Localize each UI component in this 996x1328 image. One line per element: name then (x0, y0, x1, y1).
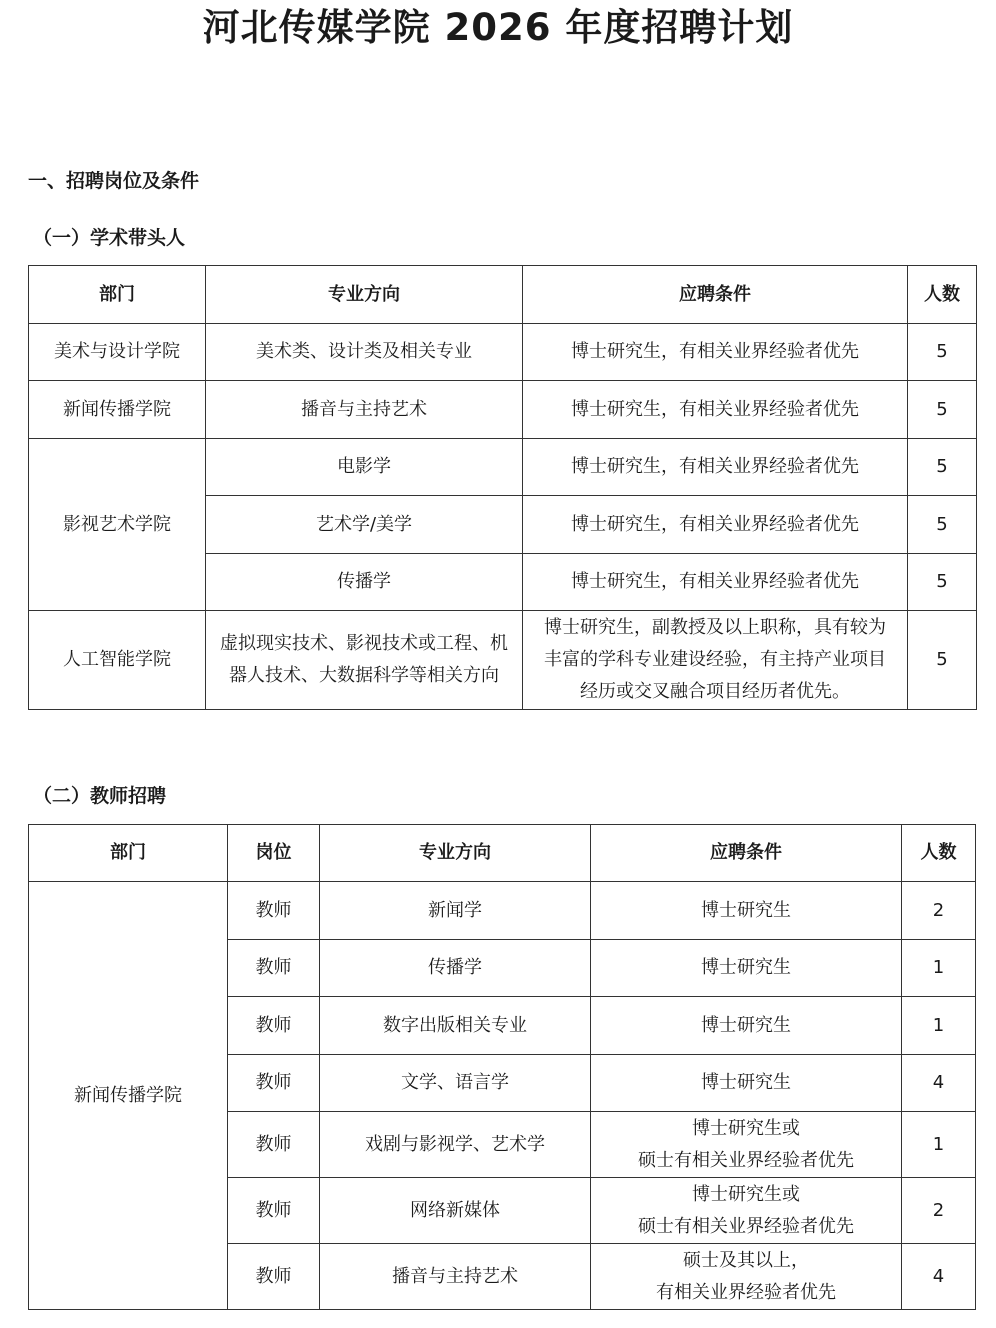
major-line: 器人技术、大数据科学等相关方向 (229, 665, 499, 686)
condition-line: 有相关业界经验者优先 (656, 1281, 836, 1303)
major-cell: 播音与主持艺术 (320, 1244, 591, 1310)
condition-line: 博士研究生，副教授及以上职称，具有较为 (544, 617, 886, 638)
header-major: 专业方向 (320, 825, 591, 882)
post-cell: 教师 (228, 1112, 320, 1178)
major-cell: 数字出版相关专业 (320, 997, 591, 1055)
count-cell: 2 (902, 882, 976, 940)
subsection-heading-leaders: （一）学术带头人 (33, 227, 186, 249)
condition-cell: 博士研究生 (591, 997, 902, 1055)
condition-line: 硕士有相关业界经验者优先 (638, 1149, 854, 1171)
major-cell (206, 611, 523, 710)
major-cell: 电影学 (206, 439, 523, 496)
table-row (29, 324, 977, 381)
table-row (29, 439, 977, 496)
table-header-row (29, 266, 977, 324)
count-cell: 4 (902, 1055, 976, 1112)
condition-cell (591, 1178, 902, 1244)
post-cell: 教师 (228, 940, 320, 997)
major-cell: 传播学 (206, 554, 523, 611)
count-cell: 4 (902, 1244, 976, 1310)
count-cell: 2 (902, 1178, 976, 1244)
condition-cell: 博士研究生 (591, 1055, 902, 1112)
condition-line: 博士研究生或 (692, 1117, 800, 1139)
condition-line: 博士研究生或 (692, 1183, 800, 1205)
condition-line: 丰富的学科专业建设经验，有主持产业项目 (544, 649, 886, 670)
count-cell: 5 (908, 324, 977, 381)
post-cell: 教师 (228, 1244, 320, 1310)
post-cell: 教师 (228, 1178, 320, 1244)
condition-cell: 博士研究生 (591, 882, 902, 940)
count-cell: 5 (908, 611, 977, 710)
condition-cell: 博士研究生，有相关业界经验者优先 (523, 324, 908, 381)
dept-cell: 人工智能学院 (29, 611, 206, 710)
post-cell: 教师 (228, 882, 320, 940)
major-cell: 美术类、设计类及相关专业 (206, 324, 523, 381)
count-cell: 5 (908, 554, 977, 611)
condition-cell: 博士研究生，有相关业界经验者优先 (523, 439, 908, 496)
condition-cell: 博士研究生，有相关业界经验者优先 (523, 554, 908, 611)
count-cell: 5 (908, 439, 977, 496)
table-row (29, 611, 977, 710)
major-cell: 戏剧与影视学、艺术学 (320, 1112, 591, 1178)
major-line: 虚拟现实技术、影视技术或工程、机 (220, 633, 508, 654)
post-cell: 教师 (228, 1055, 320, 1112)
header-major: 专业方向 (206, 266, 523, 324)
condition-cell: 博士研究生，有相关业界经验者优先 (523, 381, 908, 439)
header-condition: 应聘条件 (591, 825, 902, 882)
header-condition: 应聘条件 (523, 266, 908, 324)
major-cell: 传播学 (320, 940, 591, 997)
section-heading: 一、招聘岗位及条件 (28, 170, 200, 192)
condition-cell: 博士研究生 (591, 940, 902, 997)
condition-line: 硕士及其以上， (683, 1249, 809, 1271)
page-title: 河北传媒学院 2026 年度招聘计划 (202, 6, 794, 49)
count-cell: 5 (908, 496, 977, 554)
subsection-heading-teachers: （二）教师招聘 (33, 785, 167, 807)
count-cell: 1 (902, 997, 976, 1055)
dept-cell: 美术与设计学院 (29, 324, 206, 381)
condition-cell (523, 611, 908, 710)
dept-cell: 新闻传播学院 (29, 882, 228, 1310)
header-dept: 部门 (29, 266, 206, 324)
major-cell: 文学、语言学 (320, 1055, 591, 1112)
table-row (29, 882, 976, 940)
dept-cell: 影视艺术学院 (29, 439, 206, 611)
academic-leader-table (28, 265, 977, 710)
condition-line: 经历或交叉融合项目经历者优先。 (580, 681, 850, 702)
condition-cell: 博士研究生，有相关业界经验者优先 (523, 496, 908, 554)
condition-line: 硕士有相关业界经验者优先 (638, 1215, 854, 1237)
dept-cell: 新闻传播学院 (29, 381, 206, 439)
table-header-row (29, 825, 976, 882)
condition-cell (591, 1112, 902, 1178)
post-cell: 教师 (228, 997, 320, 1055)
major-cell: 网络新媒体 (320, 1178, 591, 1244)
table-row (29, 381, 977, 439)
header-post: 岗位 (228, 825, 320, 882)
header-count: 人数 (902, 825, 976, 882)
count-cell: 1 (902, 940, 976, 997)
header-dept: 部门 (29, 825, 228, 882)
major-cell: 播音与主持艺术 (206, 381, 523, 439)
count-cell: 1 (902, 1112, 976, 1178)
condition-cell (591, 1244, 902, 1310)
header-count: 人数 (908, 266, 977, 324)
teacher-recruitment-table (28, 824, 976, 1310)
major-cell: 新闻学 (320, 882, 591, 940)
count-cell: 5 (908, 381, 977, 439)
major-cell: 艺术学/美学 (206, 496, 523, 554)
